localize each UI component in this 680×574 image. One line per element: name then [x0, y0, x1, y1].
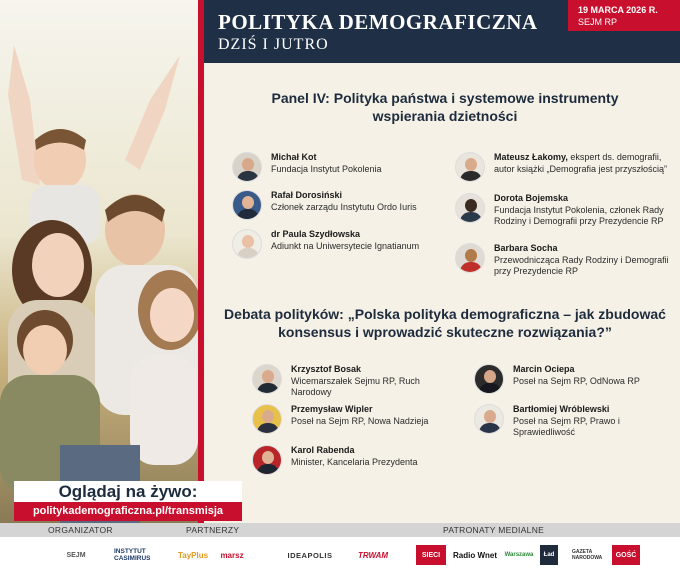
watch-live-box: [14, 481, 242, 521]
trwam-logo: TRWAM: [357, 550, 389, 560]
speaker-card: [455, 193, 670, 228]
avatar: [474, 364, 504, 394]
speaker-desc: Poseł na Sejm RP, Nowa Nadzieja: [291, 415, 429, 426]
speaker-desc: Poseł na Sejm RP, Prawo i Sprawiedliwość: [513, 415, 620, 437]
speaker-name: Marcin Ociepa: [513, 364, 575, 374]
speaker-name: Dorota Bojemska: [494, 193, 569, 203]
avatar: [232, 190, 262, 220]
header-banner: [204, 0, 680, 63]
speaker-name: Barbara Socha: [494, 243, 558, 253]
speaker-card: [232, 190, 442, 220]
avatar: [455, 152, 485, 182]
media-label: PATRONATY MEDIALNE: [443, 525, 545, 535]
speaker-name: dr Paula Szydłowska: [271, 229, 361, 239]
ideapolis-logo: IDEAPOLIS: [287, 550, 333, 560]
marsz-logo: marsz: [220, 550, 244, 560]
speaker-name: Krzysztof Bosak: [291, 364, 362, 374]
red-divider: [198, 0, 204, 523]
speaker-name: Michał Kot: [271, 152, 317, 162]
panel-title: Panel IV: Polityka państwa i systemowe instrumenty wspierania dzietności: [271, 90, 619, 124]
avatar: [232, 229, 262, 259]
speaker-card: [455, 152, 670, 182]
avatar: [252, 364, 282, 394]
speaker-desc: Fundacja Instytut Pokolenia, członek Rady Rodziny i Demografii przy Prezydencie RP: [494, 204, 664, 226]
event-date: 19 MARCA 2026 R.: [578, 5, 658, 15]
sejm-logo: SEJM: [66, 551, 86, 559]
speaker-desc: Członek zarządu Instytutu Ordo Iuris: [271, 201, 417, 212]
speaker-name: Przemysław Wipler: [291, 404, 373, 414]
speaker-desc: Adiunkt na Uniwersytecie Ignatianum: [271, 240, 420, 251]
speaker-card: [474, 364, 670, 394]
speaker-card: [232, 152, 442, 182]
speaker-desc: Wicemarszałek Sejmu RP, Ruch Narodowy: [291, 375, 420, 397]
sieci-logo: SIECI: [416, 545, 446, 565]
speaker-card: [455, 243, 670, 278]
avatar: [455, 193, 485, 223]
speaker-name: Rafał Dorosiński: [271, 190, 343, 200]
speaker-desc: Poseł na Sejm RP, OdNowa RP: [513, 375, 640, 386]
speaker-card: [252, 404, 452, 434]
family-photo: [0, 0, 198, 523]
warszawa-logo: Warszawa: [504, 552, 534, 558]
gazeta-narodowa-logo: GAZETA NARODOWA: [572, 549, 603, 561]
event-place: SEJM RP: [578, 17, 618, 27]
event-subtitle: DZIŚ I JUTRO: [218, 36, 329, 53]
gosc-logo: GOŚĆ: [612, 545, 640, 565]
speaker-card: [252, 445, 452, 475]
avatar: [232, 152, 262, 182]
family-illustration: [0, 0, 198, 523]
debate-title: Debata polityków: „Polska polityka demograficzna – jak zbudować konsensus i wprowadzić skuteczne rozwiązania?”: [224, 306, 666, 340]
speaker-desc: Minister, Kancelaria Prezydenta: [291, 456, 418, 467]
date-badge: [568, 0, 680, 31]
organizer-label: ORGANIZATOR: [48, 525, 113, 535]
speaker-name: Bartłomiej Wróblewski: [513, 404, 610, 414]
partners-label: PARTNERZY: [186, 525, 240, 535]
lad-logo: Ład: [540, 545, 558, 565]
avatar: [474, 404, 504, 434]
watch-live-title: Oglądaj na żywo:: [14, 481, 242, 502]
speaker-desc: Przewodnicząca Rady Rodziny i Demografii przy Prezydencie RP: [494, 254, 669, 276]
avatar: [252, 445, 282, 475]
radio-wnet-logo: Radio Wnet: [453, 550, 497, 560]
speaker-name: Mateusz Łakomy,: [494, 152, 568, 162]
speaker-name: Karol Rabenda: [291, 445, 355, 455]
tayplus-logo: TayPlus: [177, 550, 209, 560]
speaker-card: [232, 229, 442, 259]
stream-link[interactable]: politykademograficzna.pl/transmisja: [14, 502, 242, 521]
event-title: POLITYKA DEMOGRAFICZNA: [218, 10, 538, 34]
speaker-desc: Fundacja Instytut Pokolenia: [271, 163, 382, 174]
speaker-card: [474, 404, 670, 439]
casimirus-logo: INSTYTUT CASIMIRUS: [114, 548, 151, 562]
avatar: [455, 243, 485, 273]
avatar: [252, 404, 282, 434]
speaker-card: [252, 364, 452, 399]
speaker-desc: ekspert ds. demografii, autor książki „Demografia jest przyszłością”: [494, 152, 668, 174]
